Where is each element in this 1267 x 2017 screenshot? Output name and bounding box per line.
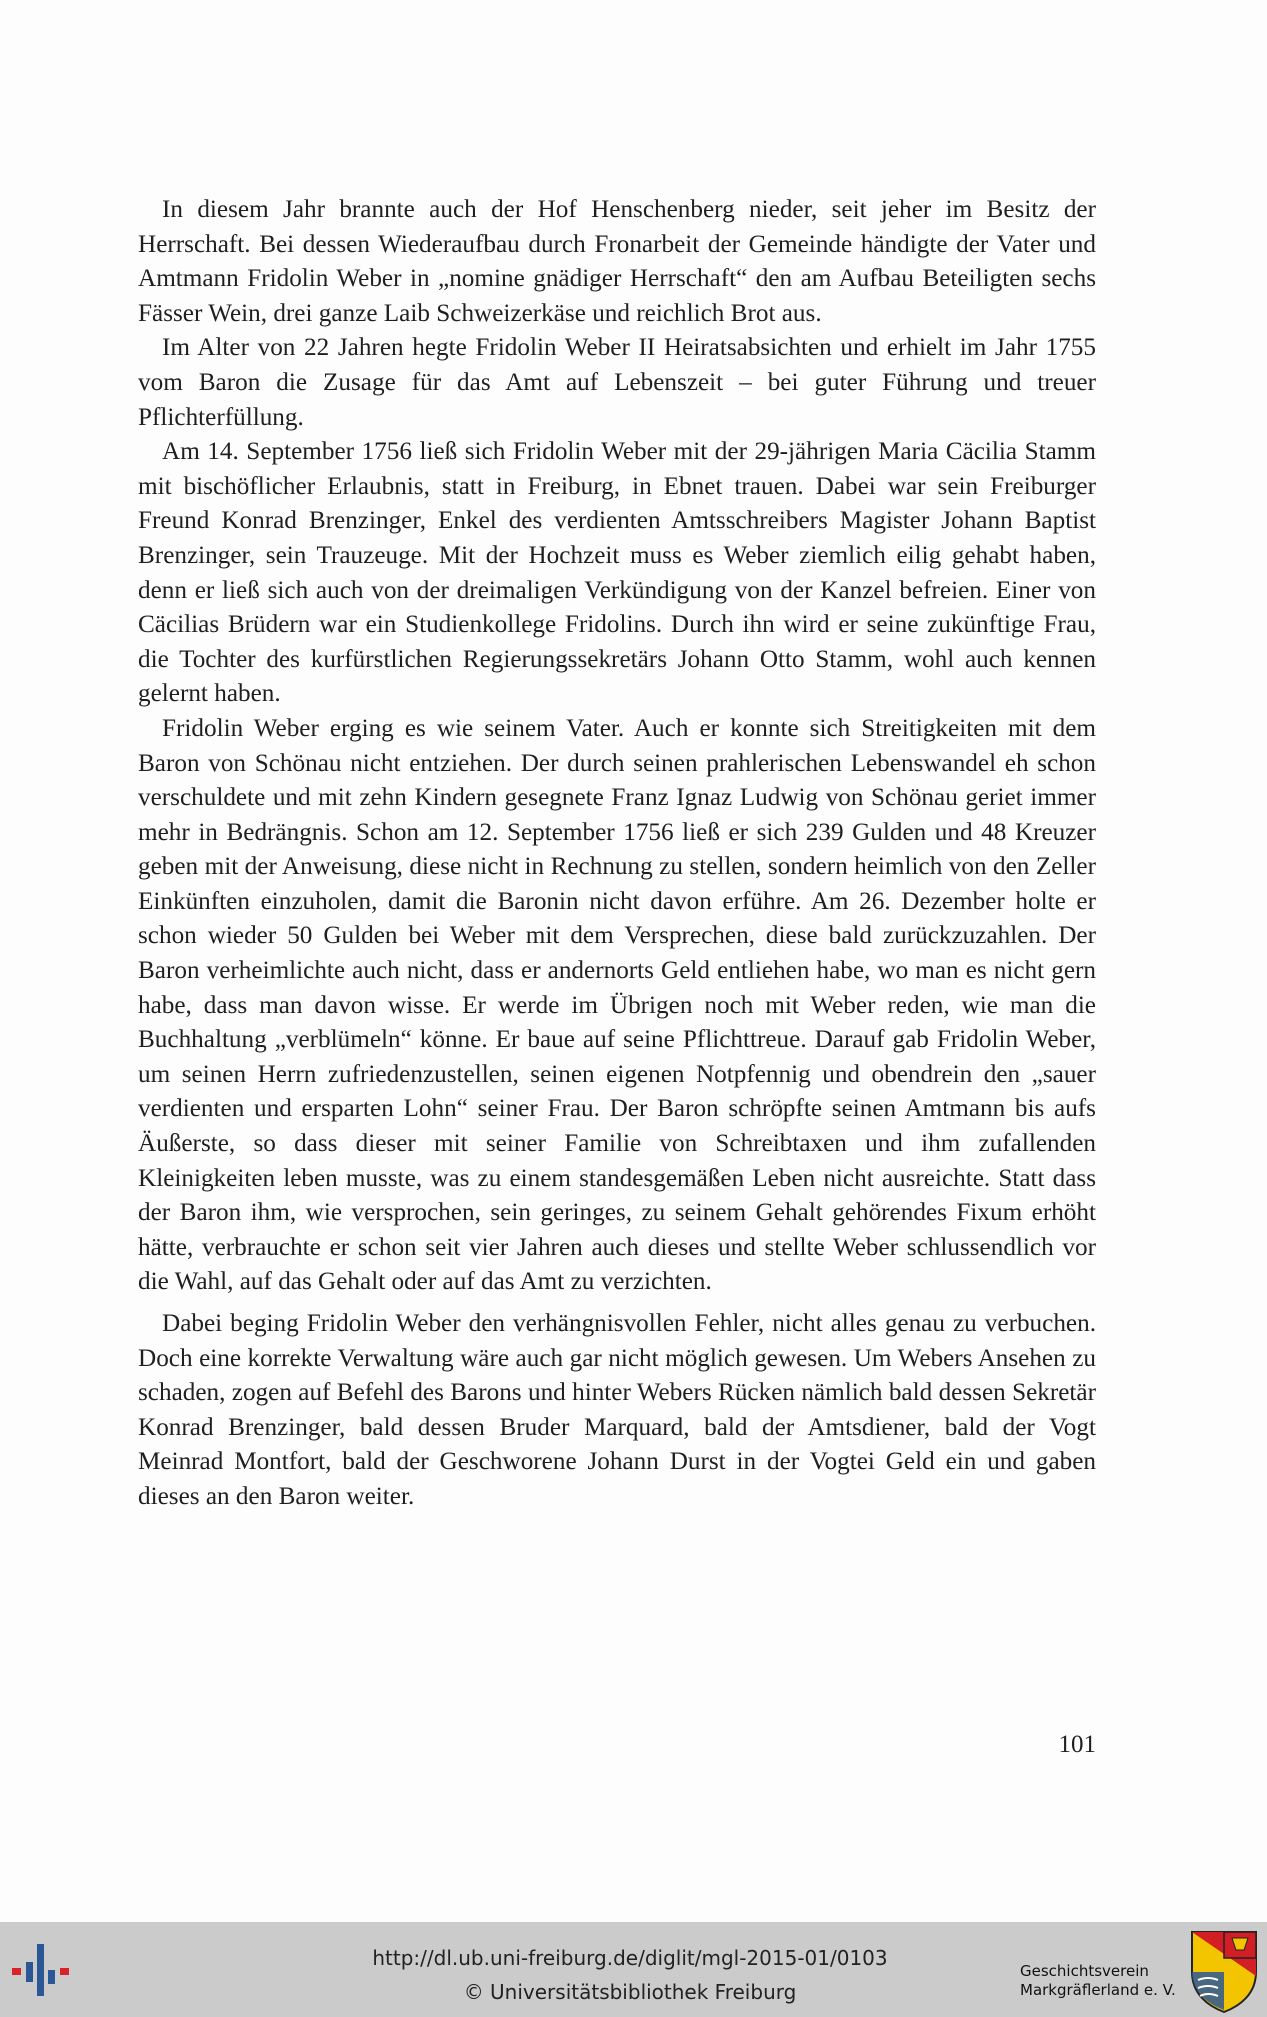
paragraph: Am 14. September 1756 ließ sich Fridolin Weber mit der 29-jährigen Maria Cäcilia Stamm mit bischöflicher Erlaubnis, statt in Freiburg, in Ebnet trauen. Dabei war sein Freiburger Freund Konrad Brenzinger, Enkel des verdienten Amtsschreibers Magister Johann Baptist Brenzinger, sein Trauzeuge. Mit der Hochzeit muss es Weber ziemlich eilig gehabt haben, denn er ließ sich auch von der dreimaligen Verkündigung von der Kanzel befreien. Einer von Cäcilias Brüdern war ein Studienkollege Fridolins. Durch ihn wird er seine zukünftige Frau, die Tochter des kurfürstlichen Regierungssekretärs Johann Otto Stamm, wohl auch kennen gelernt haben. bbox=[138, 438, 1096, 708]
source-url-link[interactable]: http://dl.ub.uni-freiburg.de/diglit/mgl-2015-01/0103 bbox=[372, 1946, 888, 1970]
society-name bbox=[1020, 1962, 1180, 2000]
footer-bar bbox=[0, 1922, 1267, 2017]
copyright-text: © Universitätsbibliothek Freiburg bbox=[463, 1980, 797, 2004]
page-number: 101 bbox=[1058, 1731, 1096, 1758]
society-name-line1: Geschichtsverein bbox=[1020, 1962, 1149, 1980]
paragraph: Fridolin Weber erging es wie seinem Vater. Auch er konnte sich Streitigkeiten mit dem Baron von Schönau nicht entziehen. Der durch seinen prahlerischen Lebenswandel eh schon verschuldete und mit zehn Kindern gesegnete Franz Ignaz Ludwig von Schönau geriet immer mehr in Bedrängnis. Schon am 12. September 1756 ließ er sich 239 Gulden und 48 Kreuzer geben mit der Anweisung, diese nicht in Rechnung zu stellen, sondern heimlich von den Zeller Einkünften einzuholen, damit die Baronin nicht davon erführe. Am 26. Dezember holte er schon wieder 50 Gulden bei Weber mit dem Versprechen, diese bald zurückzuzahlen. Der Baron verheimlichte auch nicht, dass er andernorts Geld entliehen habe, wo man es nicht gern habe, dass man davon wisse. Er werde im Übrigen noch mit Weber reden, wie man die Buchhaltung „verblümeln“ könne. Er baue auf seine Pflichttreue. Darauf gab Fridolin Weber, um seinen Herrn zufriedenzustellen, seinen eigenen Notpfennig und obendrein den „sauer verdienten und ersparten Lohn“ seiner Frau. Der Baron schröpfte seinen Amtmann bis aufs Äußerste, so dass dieser mit seiner Familie von Schreibtaxen und ihm zufallenden Kleinigkeiten leben musste, was zu einem standesgemäßen Leben nicht ausreichte. Statt dass der Baron ihm, wie versprochen, sein geringes, zu seinem Gehalt gehörendes Fixum erhöht hätte, verbrauchte er schon seit vier Jahren auch dieses und stellte Weber schlussendlich vor die Wahl, auf das Gehalt oder auf das Amt zu verzichten. bbox=[138, 714, 1096, 1296]
paragraph: In diesem Jahr brannte auch der Hof Henschenberg nieder, seit jeher im Besitz der Herrschaft. Bei dessen Wiederaufbau durch Fronarbeit der Gemeinde händigte der Vater und Amtmann Fridolin Weber in „nomine gnädiger Herrschaft“ den am Aufbau Beteiligten sechs Fässer Wein, drei ganze Laib Schweizerkäse und reichlich Brot aus. bbox=[138, 196, 1096, 327]
paragraph: Im Alter von 22 Jahren hegte Fridolin Weber II Heiratsabsichten und erhielt im Jahr 1755 vom Baron die Zusage für das Amt auf Lebenszeit – bei guter Führung und treuer Pflichterfüllung. bbox=[138, 334, 1096, 431]
coat-of-arms-icon bbox=[1188, 1928, 1260, 2014]
society-name-line2: Markgräflerland e. V. bbox=[1020, 1981, 1176, 1999]
paragraph: Dabei beging Fridolin Weber den verhängnisvollen Fehler, nicht alles genau zu verbuchen. Doch eine korrekte Verwaltung wäre auch gar nicht möglich gewesen. Um Webers Ansehen zu schaden, zogen auf Befehl des Barons und hinter Webers Rücken nämlich bald dessen Sekretär Konrad Brenzinger, bald dessen Bruder Marquard, bald der Amtsdiener, bald der Vogt Meinrad Montfort, bald der Geschworene Johann Durst in der Vogtei Geld ein und gaben dieses an den Baron weiter. bbox=[138, 1310, 1096, 1510]
library-logo-icon[interactable] bbox=[10, 1940, 80, 2000]
body-text bbox=[138, 193, 1096, 1515]
